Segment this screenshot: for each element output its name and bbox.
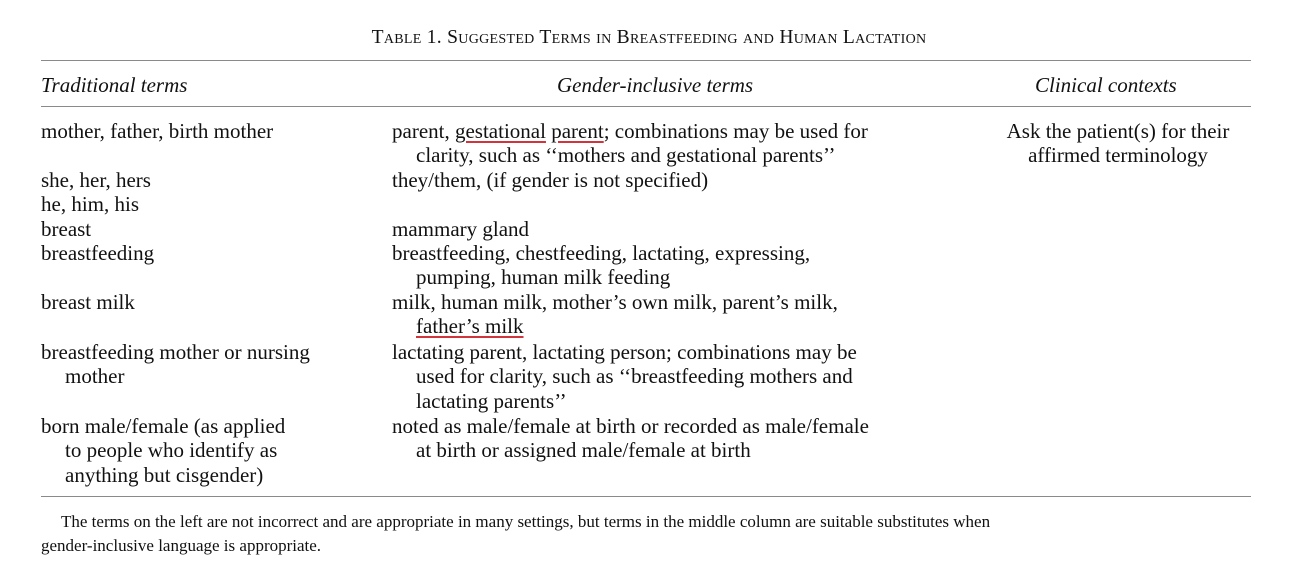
header-clinical-contexts: Clinical contexts <box>1035 73 1177 97</box>
inclusive-term-line: at birth or assigned male/female at birth <box>416 438 751 463</box>
inclusive-term-line: lactating parents’’ <box>416 388 567 413</box>
inclusive-term-line: they/them, (if gender is not specified) <box>392 168 709 192</box>
inclusive-term-line: milk, human milk, mother’s own milk, parent’s milk, <box>392 290 838 314</box>
clinical-context-line: affirmed terminology <box>1028 143 1208 168</box>
traditional-term-line: he, him, his <box>41 192 139 217</box>
inclusive-term-cell <box>392 290 967 339</box>
table-title: Table 1. Suggested Terms in Breastfeeding and Human Lactation <box>371 27 927 48</box>
table-top-rule <box>41 60 1251 61</box>
inclusive-term-cell <box>392 241 967 290</box>
table-bottom-rule <box>41 496 1251 497</box>
traditional-term-line: breastfeeding mother or nursing <box>41 340 310 364</box>
traditional-term-cell <box>41 290 376 314</box>
spellcheck-flagged-word[interactable]: gestational <box>454 119 546 143</box>
inclusive-term-line: pumping, human milk feeding <box>416 265 671 290</box>
inclusive-term-line: clarity, such as ‘‘mothers and gestational parents’’ <box>416 143 836 168</box>
inclusive-term-line: used for clarity, such as ‘‘breastfeeding mothers and <box>416 364 853 389</box>
traditional-term-line: born male/female (as applied <box>41 414 286 438</box>
table-header-rule <box>41 106 1251 107</box>
traditional-term-line: to people who identify as <box>65 438 278 463</box>
traditional-term-line: breastfeeding <box>41 241 155 265</box>
traditional-term-line: breast milk <box>41 290 135 314</box>
inclusive-term-line <box>392 314 967 338</box>
footnote-line: The terms on the left are not incorrect and are appropriate in many settings, but terms in the middle column are suitable substitutes when <box>61 512 991 531</box>
traditional-term-line: breast <box>41 217 92 241</box>
footnote-line: gender-inclusive language is appropriate. <box>41 536 322 555</box>
inclusive-term-text: parent, <box>392 119 455 143</box>
traditional-term-cell <box>41 340 376 389</box>
inclusive-term-text: ; combinations may be used for <box>603 119 868 143</box>
inclusive-term-line: mammary gland <box>392 217 530 241</box>
inclusive-term-cell <box>392 168 967 192</box>
traditional-term-line: anything but cisgender) <box>65 462 264 487</box>
header-gender-inclusive-terms: Gender-inclusive terms <box>557 73 754 97</box>
inclusive-term-cell <box>392 217 967 241</box>
clinical-context-cell <box>970 119 1266 168</box>
traditional-term-cell <box>41 217 376 241</box>
traditional-term-cell <box>41 241 376 265</box>
traditional-term-cell <box>41 168 376 217</box>
traditional-term-cell <box>41 414 376 487</box>
inclusive-term-line <box>392 119 967 143</box>
traditional-term-cell <box>41 119 376 143</box>
inclusive-term-line: lactating parent, lactating person; combinations may be <box>392 340 857 364</box>
header-traditional-terms: Traditional terms <box>41 73 188 97</box>
inclusive-term-cell <box>392 119 967 168</box>
clinical-context-line: Ask the patient(s) for their <box>1006 119 1230 143</box>
inclusive-term-line: breastfeeding, chestfeeding, lactating, expressing, <box>392 241 811 265</box>
spellcheck-flagged-word[interactable]: father’s milk <box>416 314 524 339</box>
traditional-term-line: she, her, hers <box>41 168 151 192</box>
inclusive-term-line: noted as male/female at birth or recorded as male/female <box>392 414 869 438</box>
inclusive-term-cell <box>392 340 967 413</box>
table-footnote <box>41 510 1256 558</box>
traditional-term-line: mother, father, birth mother <box>41 119 274 143</box>
inclusive-term-cell <box>392 414 967 463</box>
traditional-term-line: mother <box>65 364 125 389</box>
spellcheck-flagged-word[interactable]: parent <box>551 119 604 143</box>
